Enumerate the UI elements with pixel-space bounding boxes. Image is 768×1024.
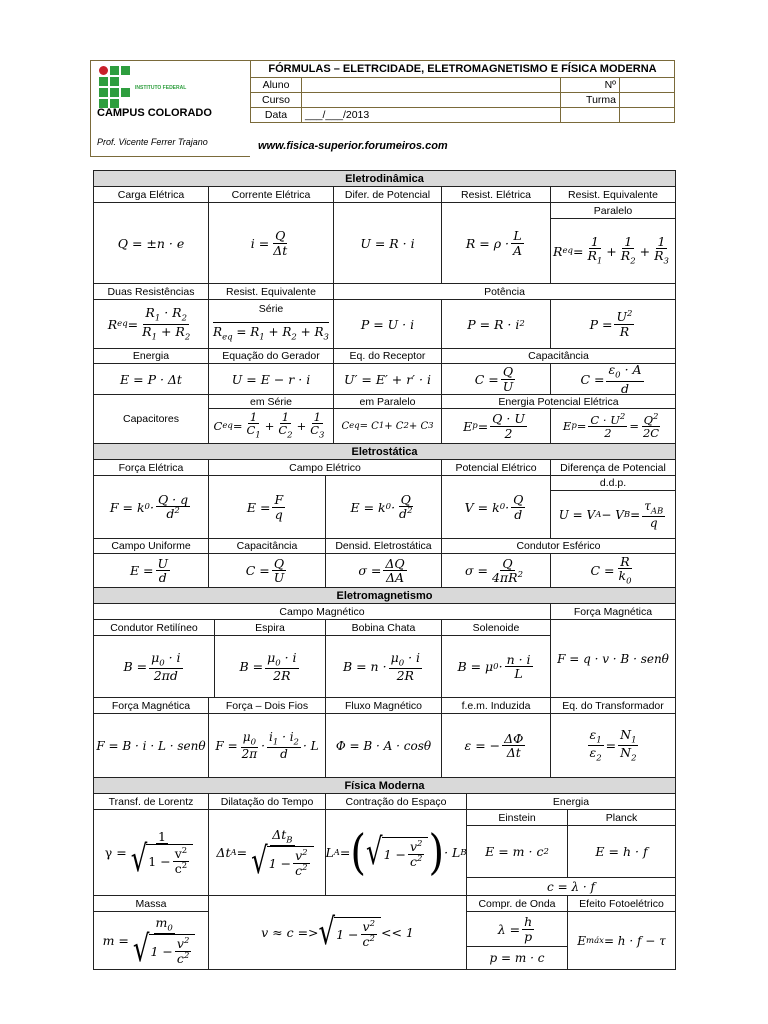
header-logo-block bbox=[90, 60, 250, 157]
formula-aproximacao: v ≈ c => √ 1 − $\frac{v^2}{c^2}$ << 1 bbox=[208, 895, 467, 970]
formula-campo-eletrico-2: E = k 0 · $\frac{Q}{d^2}$ bbox=[325, 475, 442, 539]
label-resist-eq2: Resist. Equivalente bbox=[208, 283, 334, 300]
aluno-field[interactable] bbox=[302, 78, 561, 93]
formula-forca-eletrica: F = k 0 · $\frac{Q \cdot q}{d^2}$ bbox=[93, 475, 209, 539]
formula-cap-paralelo: C eq = C 1 + C 2 + C 3 bbox=[333, 408, 442, 444]
label-resist: Resist. Elétrica bbox=[441, 186, 551, 203]
label-forca-eletrica: Força Elétrica bbox=[93, 459, 209, 476]
label-solenoide: Solenoide bbox=[441, 619, 551, 636]
date-field[interactable]: ___/___/2013 bbox=[302, 108, 561, 123]
label-eq-receptor: Eq. do Receptor bbox=[333, 348, 442, 364]
formula-capacitancia-1: C = $\frac{Q}{U}$ bbox=[441, 363, 551, 395]
label-capacitores: Capacitores bbox=[93, 394, 209, 444]
formula-receptor: U′ = E′ + r′ · i bbox=[333, 363, 442, 395]
label-resist-eq: Resist. Equivalente bbox=[550, 186, 676, 203]
if-logo bbox=[99, 66, 131, 106]
formula-dois-fios: F = $\frac{\mu_0}{2\pi}$ · $\frac{i_1 \cdot i_2}{d}$ · L bbox=[208, 713, 326, 778]
numero-label: Nº bbox=[561, 78, 620, 93]
curso-field[interactable] bbox=[302, 93, 561, 108]
formula-densidade: σ = $\frac{\Delta Q}{\Delta A}$ bbox=[325, 553, 442, 588]
formula-difer: U = R · i bbox=[333, 202, 442, 284]
formula-transformador: $\frac{\varepsilon_1}{\varepsilon_2}$ = $\frac{N_1}{N_2}$ bbox=[550, 713, 676, 778]
curso-label: Curso bbox=[251, 93, 302, 108]
formula-energia-pot-1: E p = $\frac{Q \cdot U}{2}$ bbox=[441, 408, 551, 444]
institution-small-text: INSTITUTO FEDERAL bbox=[135, 85, 187, 91]
label-em-paralelo: em Paralelo bbox=[333, 394, 442, 409]
formula-fluxo: Φ = B · A · cosθ bbox=[325, 713, 442, 778]
formula-fotoeletrico: E máx = h · f − τ bbox=[567, 911, 676, 970]
formula-forca-magnetica-1: F = q · v · B · senθ bbox=[550, 619, 676, 698]
formula-condutor-retilineo: B = $\frac{\mu_0 \cdot i}{2\pi d}$ bbox=[93, 635, 215, 698]
label-potencial-eletrico: Potencial Elétrico bbox=[441, 459, 551, 476]
formula-potencia-2: P = R · i 2 bbox=[441, 299, 551, 349]
section-eletrodinamica: Eletrodinâmica bbox=[93, 170, 676, 187]
label-ddp: d.d.p. bbox=[550, 475, 676, 491]
label-serie: Série bbox=[208, 299, 334, 317]
formula-espira: B = $\frac{\mu_0 \cdot i}{2R}$ bbox=[214, 635, 326, 698]
label-campo-uniforme: Campo Uniforme bbox=[93, 538, 209, 554]
header-form bbox=[250, 60, 675, 152]
label-energia-pot: Energia Potencial Elétrica bbox=[441, 394, 676, 409]
label-forca-magnetica: Força Magnética bbox=[550, 603, 676, 620]
formula-duas: R eq = $\frac{R_1 \cdot R_2}{R_1 + R_2}$ bbox=[93, 299, 209, 349]
campus-name: CAMPUS COLORADO bbox=[97, 107, 212, 119]
label-duas: Duas Resistências bbox=[93, 283, 209, 300]
label-fluxo: Fluxo Magnético bbox=[325, 697, 442, 714]
label-carga: Carga Elétrica bbox=[93, 186, 209, 203]
formula-fem: ε = − $\frac{\Delta\Phi}{\Delta t}$ bbox=[441, 713, 551, 778]
formula-carga: Q = ±n · e bbox=[93, 202, 209, 284]
formula-momento: p = m · c bbox=[466, 946, 568, 970]
formula-potencia-3: P = $\frac{U^2}{R}$ bbox=[550, 299, 676, 349]
label-transformador: Eq. do Transformador bbox=[550, 697, 676, 714]
document-title: FÓRMULAS – ELETRCIDADE, ELETROMAGNETISMO E FÍSICA MODERNA bbox=[251, 61, 675, 78]
formula-corrente: i = $\frac{Q}{\Delta t}$ bbox=[208, 202, 334, 284]
label-capacitancia2: Capacitância bbox=[208, 538, 326, 554]
formula-energia-pot-2: E p = $\frac{C \cdot U^2}{2}$ = $\frac{Q^2}{2C}$ bbox=[550, 408, 676, 444]
formula-gerador: U = E − r · i bbox=[208, 363, 334, 395]
label-paralelo: Paralelo bbox=[550, 202, 676, 219]
formula-contracao: L A = ( √ 1 − $\frac{v^2}{c^2}$ ) · L B bbox=[325, 809, 467, 896]
label-corrente: Corrente Elétrica bbox=[208, 186, 334, 203]
formula-onda-velocidade: c = λ · f bbox=[466, 877, 676, 896]
label-compr-onda: Compr. de Onda bbox=[466, 895, 568, 912]
label-forca-magnetica2: Força Magnética bbox=[93, 697, 209, 714]
label-potencia: Potência bbox=[333, 283, 676, 300]
section-fisica-moderna: Física Moderna bbox=[93, 777, 676, 794]
formula-serie: $R_{eq} = R_1 + R_2 + R_3$ bbox=[208, 316, 334, 349]
label-condutor-retilineo: Condutor Retilíneo bbox=[93, 619, 215, 636]
formula-compr-onda: λ = $\frac{h}{p}$ bbox=[466, 911, 568, 947]
website-text: www.fisica-superior.forumeiros.com bbox=[258, 140, 448, 152]
formula-planck: E = h · f bbox=[567, 825, 676, 878]
professor-name: Prof. Vicente Ferrer Trajano bbox=[97, 137, 208, 147]
label-einstein: Einstein bbox=[466, 809, 568, 826]
label-energia-mod: Energia bbox=[466, 793, 676, 810]
label-planck: Planck bbox=[567, 809, 676, 826]
turma-label: Turma bbox=[561, 93, 620, 108]
formula-solenoide: B = μ 0 · $\frac{n \cdot i}{L}$ bbox=[441, 635, 551, 698]
section-eletromagnetismo: Eletromagnetismo bbox=[93, 587, 676, 604]
aluno-label: Aluno bbox=[251, 78, 302, 93]
formula-lorentz: γ = 1 √ 1 − $\frac{v^2}{c^2}$ bbox=[93, 809, 209, 896]
formula-bobina: B = n · $\frac{\mu_0 \cdot i}{2R}$ bbox=[325, 635, 442, 698]
label-densid: Densid. Eletrostática bbox=[325, 538, 442, 554]
label-contracao: Contração do Espaço bbox=[325, 793, 467, 810]
formula-ddp: U = V A − V B = $\frac{\tau_{AB}}{q}$ bbox=[550, 490, 676, 539]
label-lorentz: Transf. de Lorentz bbox=[93, 793, 209, 810]
formula-capacitancia-es: C = $\frac{Q}{U}$ bbox=[208, 553, 326, 588]
formula-energia: E = P · Δt bbox=[93, 363, 209, 395]
formula-potencia-1: P = U · i bbox=[333, 299, 442, 349]
label-diferenca-potencial: Diferença de Potencial bbox=[550, 459, 676, 476]
formula-dilatacao: Δt A = $\Delta t_B$ √ 1 − $\frac{v^2}{c^2}$ bbox=[208, 809, 326, 896]
label-fem: f.e.m. Induzida bbox=[441, 697, 551, 714]
formula-potencial-eletrico: V = k 0 · $\frac{Q}{d}$ bbox=[441, 475, 551, 539]
label-fotoeletrico: Efeito Fotoelétrico bbox=[567, 895, 676, 912]
label-energia: Energia bbox=[93, 348, 209, 364]
label-massa: Massa bbox=[93, 895, 209, 912]
formula-massa: m = $m_0$ √ 1 − $\frac{v^2}{c^2}$ bbox=[93, 911, 209, 970]
label-espira: Espira bbox=[214, 619, 326, 636]
label-eq-gerador: Equação do Gerador bbox=[208, 348, 334, 364]
label-forca-dois-fios: Força – Dois Fios bbox=[208, 697, 326, 714]
numero-field[interactable] bbox=[620, 78, 675, 93]
formula-capacitancia-2: C = $\frac{\varepsilon_0 \cdot A}{d}$ bbox=[550, 363, 676, 395]
formula-cap-serie: C eq = $\frac{1}{C_1}$ + $\frac{1}{C_2}$ + $\frac{1}{C_3}$ bbox=[208, 408, 334, 444]
label-condutor-esferico: Condutor Esférico bbox=[441, 538, 676, 554]
formula-condutor-esferico-2: C = $\frac{R}{k_0}$ bbox=[550, 553, 676, 588]
formula-campo-uniforme: E = $\frac{U}{d}$ bbox=[93, 553, 209, 588]
formula-forca-magnetica-2: F = B · i · L · senθ bbox=[93, 713, 209, 778]
label-capacitancia: Capacitância bbox=[441, 348, 676, 364]
turma-field[interactable] bbox=[620, 93, 675, 108]
section-eletrostatica: Eletrostática bbox=[93, 443, 676, 460]
formula-einstein: E = m · c 2 bbox=[466, 825, 568, 878]
formula-paralelo: R eq = $\frac{1}{R_1}$ + $\frac{1}{R_2}$ + $\frac{1}{R_3}$ bbox=[550, 218, 676, 284]
label-difer: Difer. de Potencial bbox=[333, 186, 442, 203]
label-campo-eletrico: Campo Elétrico bbox=[208, 459, 442, 476]
formula-condutor-esferico-1: σ = $\frac{Q}{4\pi R^2}$ bbox=[441, 553, 551, 588]
data-label: Data bbox=[251, 108, 302, 123]
label-dilatacao: Dilatação do Tempo bbox=[208, 793, 326, 810]
label-em-serie: em Série bbox=[208, 394, 334, 409]
label-campo-magnetico: Campo Magnético bbox=[93, 603, 551, 620]
formula-resist: R = ρ · $\frac{L}{A}$ bbox=[441, 202, 551, 284]
label-bobina: Bobina Chata bbox=[325, 619, 442, 636]
formula-campo-eletrico-1: E = $\frac{F}{q}$ bbox=[208, 475, 326, 539]
